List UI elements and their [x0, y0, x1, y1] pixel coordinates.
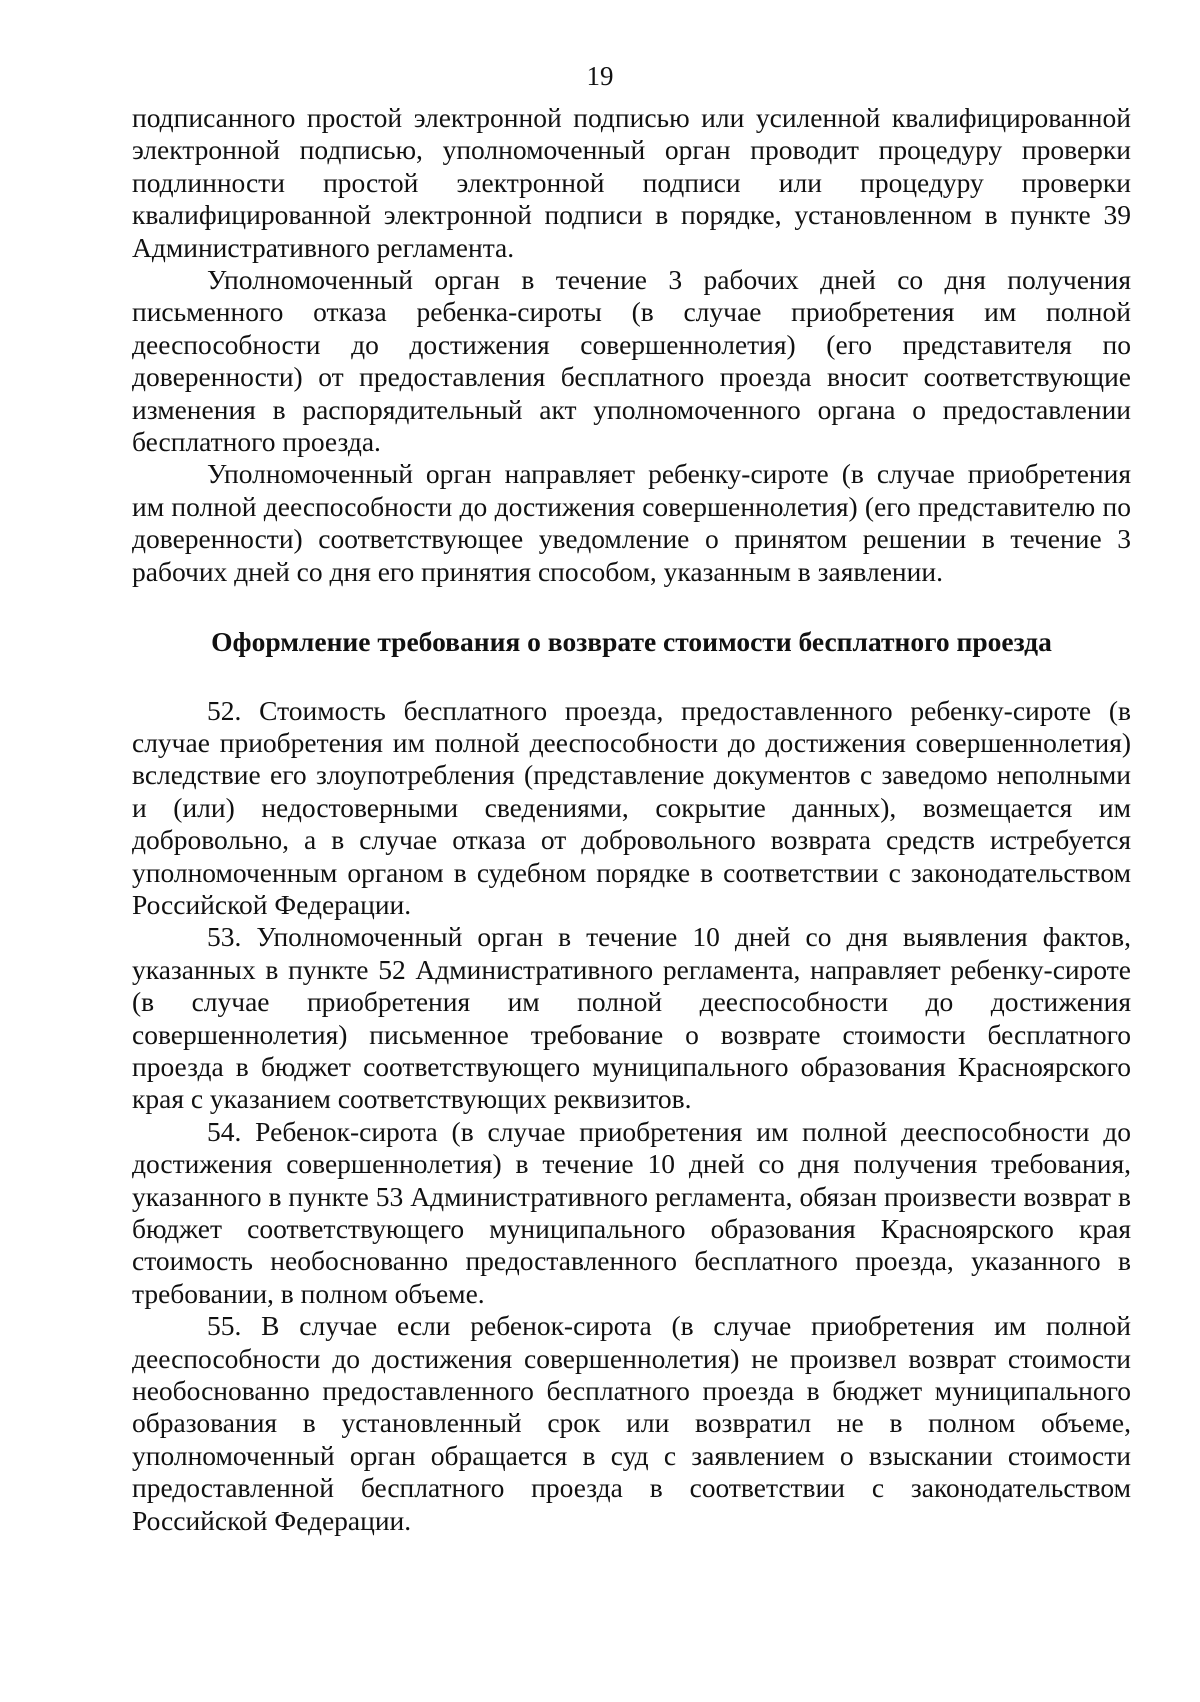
paragraph-refusal-changes: Уполномоченный орган в течение 3 рабочих дней со дня получения письменного отказа ребенка-сироты (в случае приобретения им полной дееспособности до достижения совершеннолетия) (его представителя по доверенности) от предоставления бесплатного проезда вносит соответствующие изменения в распорядительный акт уполномоченного органа о предоставлении бесплатного проезда. — [132, 264, 1131, 458]
document-body — [132, 102, 1131, 1537]
paragraph-continuation: подписанного простой электронной подписью или усиленной квалифицированной электронной подписью, уполномоченный орган проводит процедуру проверки подлинности простой электронной подписи или процедуру проверки квалифицированной электронной подписи в порядке, установленном в пункте 39 Административного регламента. — [132, 102, 1131, 263]
paragraph-53: 53. Уполномоченный орган в течение 10 дней со дня выявления фактов, указанных в пункте 52 Административного регламента, направляет ребенку-сироте (в случае приобретения им полной дееспособности до достижения совершеннолетия) письменное требование о возврате стоимости бесплатного проезда в бюджет соответствующего муниципального образования Красноярского края с указанием соответствующих реквизитов. — [132, 921, 1131, 1115]
paragraph-notification: Уполномоченный орган направляет ребенку-сироте (в случае приобретения им полной дееспособности до достижения совершеннолетия) (его представителю по доверенности) соответствующее уведомление о принятом решении в течение 3 рабочих дней со дня его принятия способом, указанным в заявлении. — [132, 458, 1131, 587]
section-heading: Оформление требования о возврате стоимости бесплатного проезда — [211, 626, 1052, 658]
page-number: 19 — [586, 61, 614, 91]
paragraph-54: 54. Ребенок-сирота (в случае приобретения им полной дееспособности до достижения совершеннолетия) в течение 10 дней со дня получения требования, указанного в пункте 53 Административного регламента, обязан произвести возврат в бюджет соответствующего муниципального образования Красноярского края стоимость необоснованно предоставленного бесплатного проезда, указанного в требовании, в полном объеме. — [132, 1115, 1131, 1309]
paragraph-55: 55. В случае если ребенок-сирота (в случае приобретения им полной дееспособности до достижения совершеннолетия) не произвел возврат стоимости необоснованно предоставленного бесплатного проезда в бюджет муниципального образования в установленный срок или возвратил не в полном объеме, уполномоченный орган обращается в суд с заявлением о взыскании стоимости предоставленной бесплатного проезда в соответствии с законодательством Российской Федерации. — [132, 1310, 1131, 1536]
paragraph-52: 52. Стоимость бесплатного проезда, предоставленного ребенку-сироте (в случае приобретения им полной дееспособности до достижения совершеннолетия) вследствие его злоупотребления (представление документов с заведомо неполными и (или) недостоверными сведениями, сокрытие данных), возмещается им добровольно, а в случае отказа от добровольного возврата средств истребуется уполномоченным органом в судебном порядке в соответствии с законодательством Российской Федерации. — [132, 694, 1131, 920]
